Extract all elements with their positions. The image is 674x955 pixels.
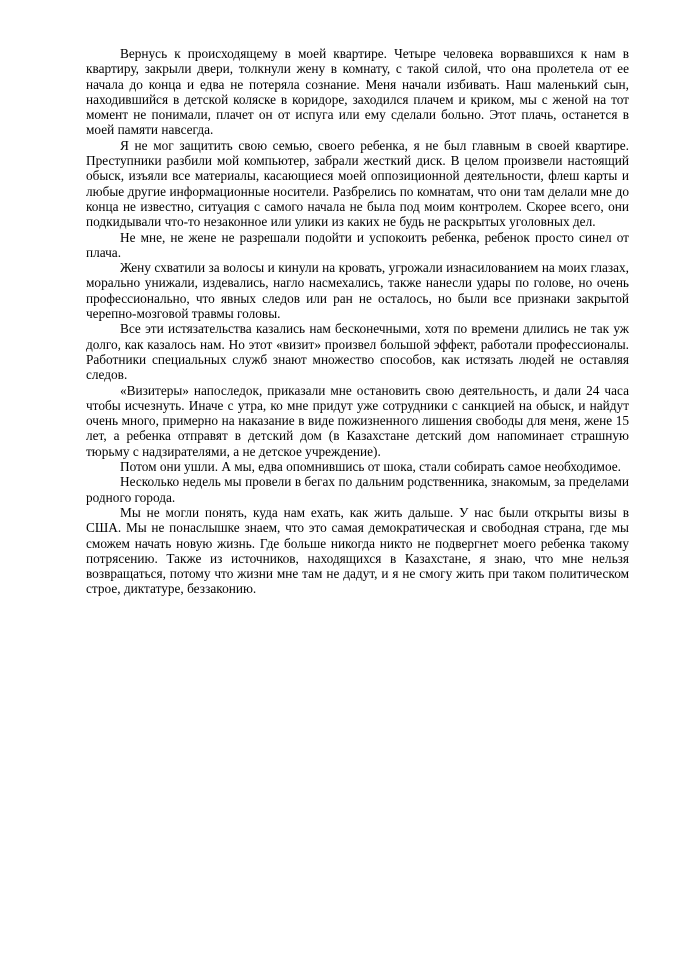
paragraph-9: Мы не могли понять, куда нам ехать, как жить дальше. У нас были открыты визы в США. Мы не понаслышке знаем, что это самая демократическая и свободная страна, где мы сможем начать новую жизнь. Где больше никогда никто не подвергнет моего ребенка такому потрясению. Также из источников, находящихся в Казахстане, я знаю, что мне нельзя возвращаться, потому что жизни мне там не дадут, и я не смогу жить при таком политическом строе, диктатуре, беззаконию. <box>86 504 629 597</box>
document-body <box>86 46 629 597</box>
paragraph-3: Не мне, не жене не разрешали подойти и успокоить ребенка, ребенок просто синел от плача. <box>86 229 629 260</box>
paragraph-7: Потом они ушли. А мы, едва опомнившись от шока, стали собирать самое необходимое. <box>120 459 622 475</box>
paragraph-8: Несколько недель мы провели в бегах по дальним родственника, знакомым, за пределами родного города. <box>86 474 629 505</box>
paragraph-2: Я не мог защитить свою семью, своего ребенка, я не был главным в своей квартире. Преступники разбили мой компьютер, забрали жесткий диск. В целом произвели настоящий обыск, изъяли все материалы, касающиеся моей оппозиционной деятельности, флеш карты и любые другие информационные носители. Разбрелись по комнатам, что они там делали мне до конца не известно, ситуация с самого начала не была под моим контролем. Скорее всего, они подкидывали что-то незаконное или улики из каких не будь не раскрытых уголовных дел. <box>86 137 629 230</box>
paragraph-1: Вернусь к происходящему в моей квартире. Четыре человека ворвавшихся к нам в квартиру, закрыли двери, толкнули жену в комнату, с такой силой, что она пролетела от ее начала до конца и едва не потеряла сознание. Меня начали избивать. Наш маленький сын, находившийся в детской коляске в коридоре, заходился плачем и криком, мы с женой на тот момент не понимали, плачет он от испуга или ему сделали больно. Этот плачь, останется в моей памяти навсегда. <box>86 46 629 138</box>
paragraph-4: Жену схватили за волосы и кинули на кровать, угрожали изнасилованием на моих глазах, морально унижали, издевались, нагло насмехались, также нанесли удары по голове, но очень профессионально, что явных следов или ран не осталось, но были все признаки закрытой черепно-мозговой травмы головы. <box>86 260 629 322</box>
paragraph-5: Все эти истязательства казались нам бесконечными, хотя по времени длились не так уж долго, как казалось нам. Но этот «визит» произвел большой эффект, работали профессионалы. Работники специальных служб знают множество способов, как истязать людей не оставляя следов. <box>86 321 629 383</box>
paragraph-6: «Визитеры» напоследок, приказали мне остановить свою деятельность, и дали 24 часа чтобы исчезнуть. Иначе с утра, ко мне придут уже сотрудники с санкцией на обыск, и найдут очень много, примерно на наказание в виде пожизненного лишения свободы для меня, жене 15 лет, а ребенка отправят в детский дом (в Казахстане детский дом напоминает страшную тюрьму с надзирателями, а не детское учреждение). <box>86 382 629 459</box>
